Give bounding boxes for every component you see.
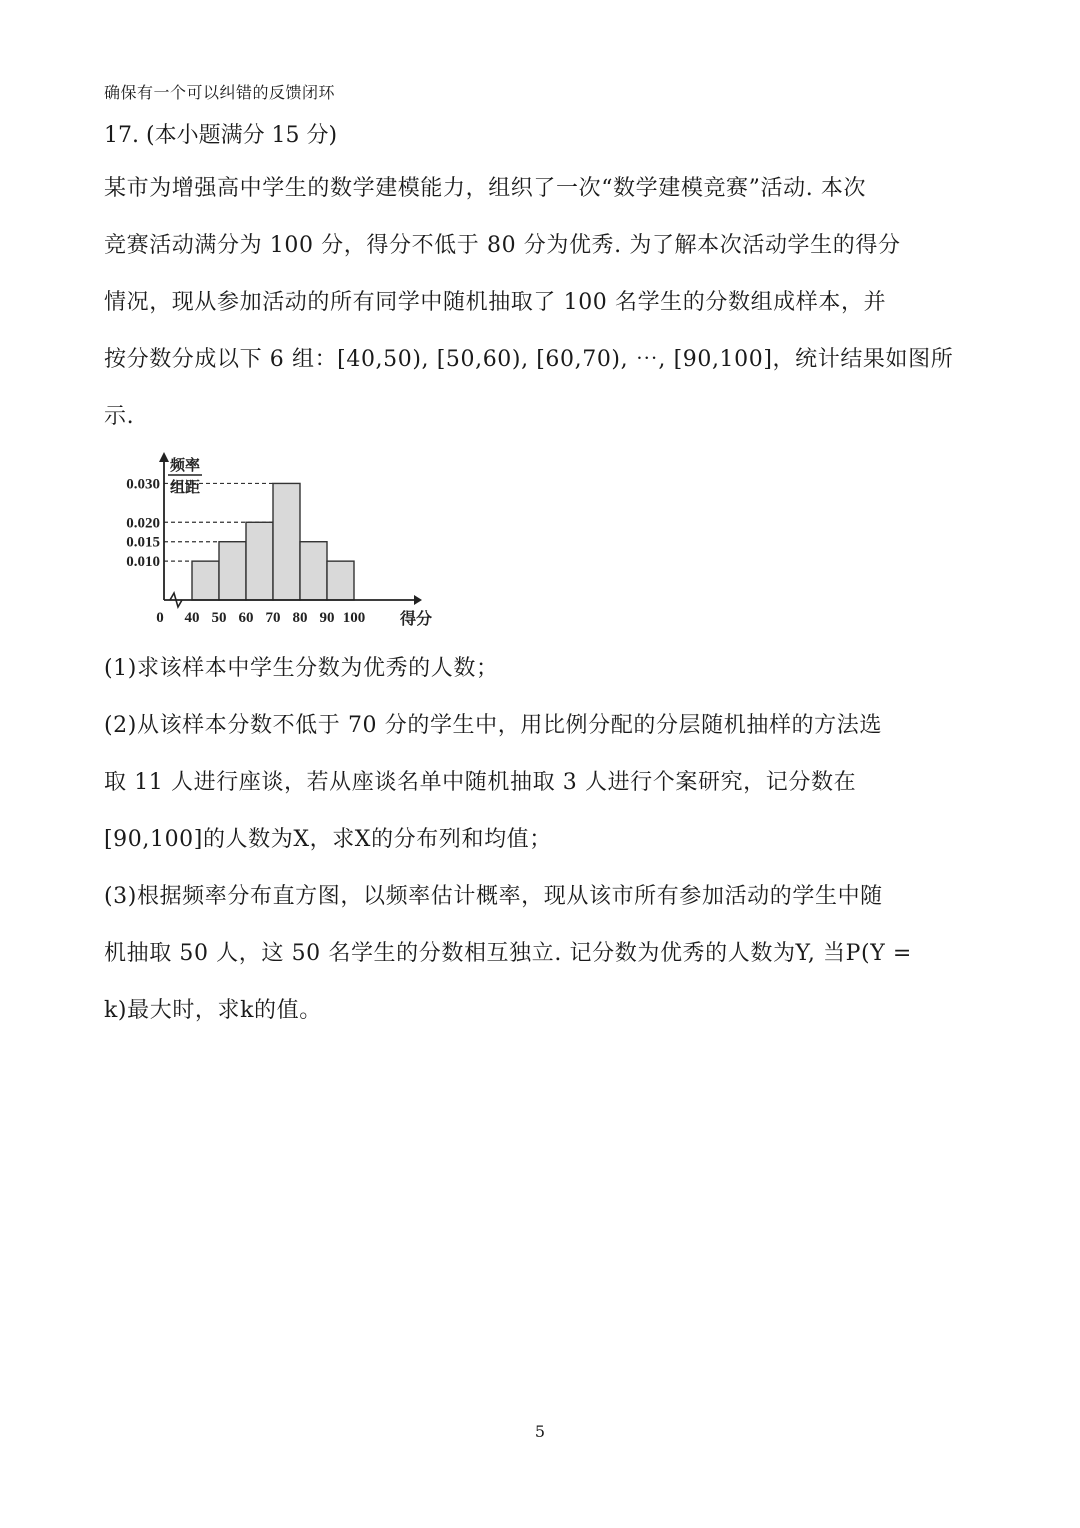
x-axis-arrow bbox=[414, 595, 422, 605]
part-line: (3)根据频率分布直方图，以频率估计概率，现从该市所有参加活动的学生中随 bbox=[104, 884, 883, 909]
x-tick-label: 40 bbox=[184, 610, 200, 626]
x-axis-label: 得分 bbox=[400, 611, 433, 628]
x-tick-label: 100 bbox=[342, 610, 366, 626]
intro-line: 情况，现从参加活动的所有同学中随机抽取了 100 名学生的分数组成样本，并 bbox=[104, 290, 887, 315]
y-axis-label-bottom: 组距 bbox=[170, 480, 201, 496]
intro-line: 示. bbox=[104, 404, 135, 429]
histogram-bar bbox=[327, 561, 354, 600]
intro-line: 按分数分成以下 6 组：[40,50), [50,60), [60,70), ⋯, [90,100]，统计结果如图所 bbox=[104, 347, 954, 372]
question-parts bbox=[104, 640, 984, 1039]
part-line: 机抽取 50 人，这 50 名学生的分数相互独立. 记分数为优秀的人数为Y, 当P(Y = bbox=[104, 941, 912, 966]
x-tick-label: 80 bbox=[292, 610, 308, 626]
intro-line: 某市为增强高中学生的数学建模能力，组织了一次“数学建模竞赛”活动. 本次 bbox=[104, 176, 867, 201]
y-axis-arrow bbox=[159, 452, 169, 462]
histogram-svg bbox=[104, 448, 434, 638]
part-line: (1)求该样本中学生分数为优秀的人数； bbox=[104, 656, 499, 681]
y-tick-label: 0.020 bbox=[126, 515, 160, 532]
frequency-histogram bbox=[104, 448, 434, 638]
histogram-bar bbox=[273, 483, 300, 600]
page-number: 5 bbox=[534, 1422, 546, 1441]
x-tick-label: 60 bbox=[238, 610, 254, 626]
part-line: 取 11 人进行座谈，若从座谈名单中随机抽取 3 人进行个案研究，记分数在 bbox=[104, 770, 857, 795]
origin-label: 0 bbox=[156, 610, 164, 626]
question-intro bbox=[104, 160, 984, 445]
part-line: (2)从该样本分数不低于 70 分的学生中，用比例分配的分层随机抽样的方法选 bbox=[104, 713, 882, 738]
y-tick-label: 0.030 bbox=[126, 476, 160, 493]
x-tick-label: 90 bbox=[319, 610, 335, 626]
y-tick-label: 0.015 bbox=[126, 534, 160, 551]
y-axis-label-top: 频率 bbox=[170, 458, 201, 474]
x-tick-label: 70 bbox=[265, 610, 281, 626]
histogram-bar bbox=[300, 542, 327, 600]
histogram-bar bbox=[246, 522, 273, 600]
part-line: k)最大时，求k的值。 bbox=[104, 998, 322, 1023]
part-line: [90,100]的人数为X，求X的分布列和均值； bbox=[104, 827, 552, 852]
x-tick-label: 50 bbox=[211, 610, 227, 626]
histogram-bar bbox=[192, 561, 219, 600]
question-title: 17. (本小题满分 15 分) bbox=[104, 123, 338, 148]
y-tick-label: 0.010 bbox=[126, 554, 160, 571]
intro-line: 竞赛活动满分为 100 分，得分不低于 80 分为优秀. 为了解本次活动学生的得分 bbox=[104, 233, 901, 258]
header-note: 确保有一个可以纠错的反馈闭环 bbox=[104, 83, 336, 102]
histogram-bar bbox=[219, 542, 246, 600]
